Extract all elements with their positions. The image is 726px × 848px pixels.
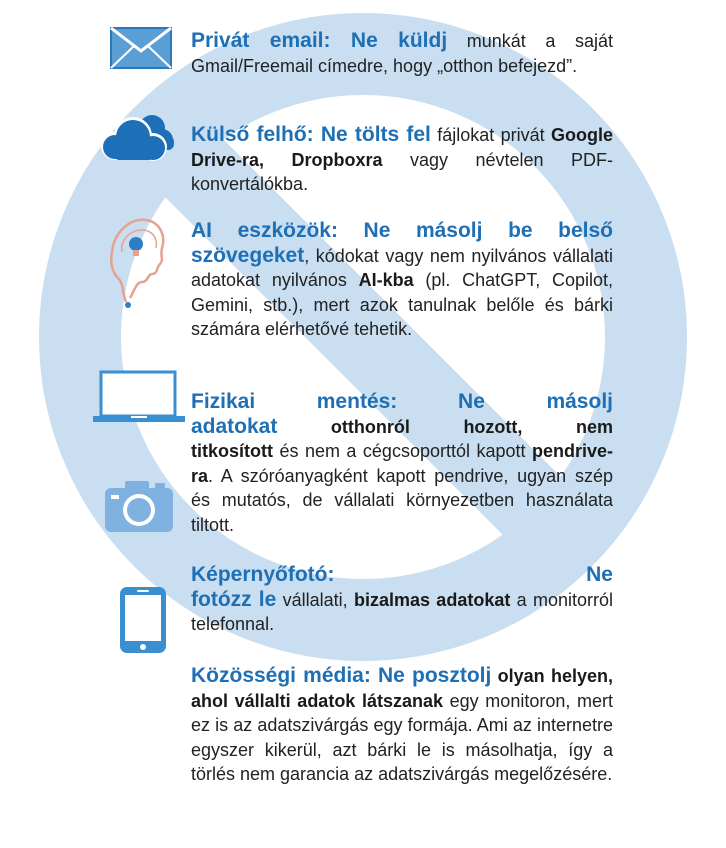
cloud-icon — [100, 110, 174, 165]
section-screenshot — [191, 563, 613, 637]
screenshot-body — [191, 588, 613, 637]
screenshot-heading-2: Ne — [586, 563, 613, 586]
physical-text-2: . A szóróanyagként kapott pendrive, ugyan szép és mutatós, de vállalati környezetben használata tiltott. — [191, 465, 613, 535]
smartphone-icon — [118, 585, 168, 655]
cloud-text-2 — [264, 150, 291, 170]
ai-head-icon — [104, 212, 166, 310]
screenshot-text-1: vállalati, — [276, 589, 354, 610]
cloud-text-1: fájlokat privát — [430, 125, 551, 145]
ai-text-1: , kódokat vagy nem nyilvános vállalati adatokat nyilvános — [191, 245, 613, 290]
screenshot-text-2: a monitorról telefonnal. — [191, 589, 613, 634]
section-physical-backup — [191, 390, 613, 537]
physical-bold-pendrive: pendrive-ra — [191, 441, 613, 486]
email-text: munkát a saját Gmail/Freemail címedre, hogy „otthon befejezd”. — [191, 31, 613, 76]
screenshot-line-1 — [191, 563, 613, 588]
physical-heading-2: Ne másolj — [458, 390, 613, 413]
cloud-heading: Külső felhő: Ne tölts fel — [191, 123, 431, 146]
section-social-media — [191, 664, 613, 787]
physical-bold-3: titkosított — [191, 441, 273, 461]
physical-text-1: és nem a cégcsoporttól kapott — [272, 441, 532, 461]
physical-line-1 — [191, 390, 613, 415]
section-private-email — [191, 29, 613, 78]
screenshot-heading-3: fotózz le — [191, 587, 277, 611]
section-external-cloud — [191, 123, 613, 197]
social-bold-1: olyan helyen, ahol vállalti adatok látszanak — [191, 666, 613, 711]
social-text-1: egy monitoron, mert ez is az adatszivárgás egy formája. Ami az internetre egyszer kikerül, azt bárki le is másolhatja, így a törlés nem garancia az adatszivárgás megelőzésére. — [191, 690, 613, 784]
physical-heading-1: Fizikai mentés: — [191, 390, 398, 413]
cloud-bold-dropbox: Dropboxra — [291, 149, 383, 170]
physical-bold-2: nem — [575, 416, 613, 437]
ai-heading: AI eszközök: Ne másolj be belső szövegeket — [191, 219, 613, 267]
physical-bold-1: otthonról hozott, — [330, 416, 523, 437]
screenshot-heading-1: Képernyőfotó: — [191, 563, 335, 586]
cloud-bold-google-drive: Google Drive-ra, — [191, 125, 613, 170]
physical-line-2 — [191, 415, 613, 440]
section-ai-tools — [191, 219, 613, 342]
ai-bold-ai-kba: AI-kba — [358, 270, 414, 290]
camera-icon — [103, 478, 175, 534]
social-heading: Közösségi média: Ne posztolj — [191, 664, 492, 687]
cloud-text-3: vagy névtelen PDF-konvertálókba. — [191, 149, 613, 194]
physical-heading-3: adatokat — [191, 414, 278, 438]
email-heading: Privát email: Ne küldj — [191, 29, 448, 52]
screenshot-bold-confidential: bizalmas adatokat — [353, 589, 511, 610]
laptop-icon — [91, 370, 187, 424]
envelope-icon — [110, 27, 172, 69]
ai-text-2: (pl. ChatGPT, Copilot, Gemini, stb.), mert azok tanulnak belőle és bárki számára elérhetővé tehetik. — [191, 270, 613, 339]
physical-body — [191, 439, 613, 537]
